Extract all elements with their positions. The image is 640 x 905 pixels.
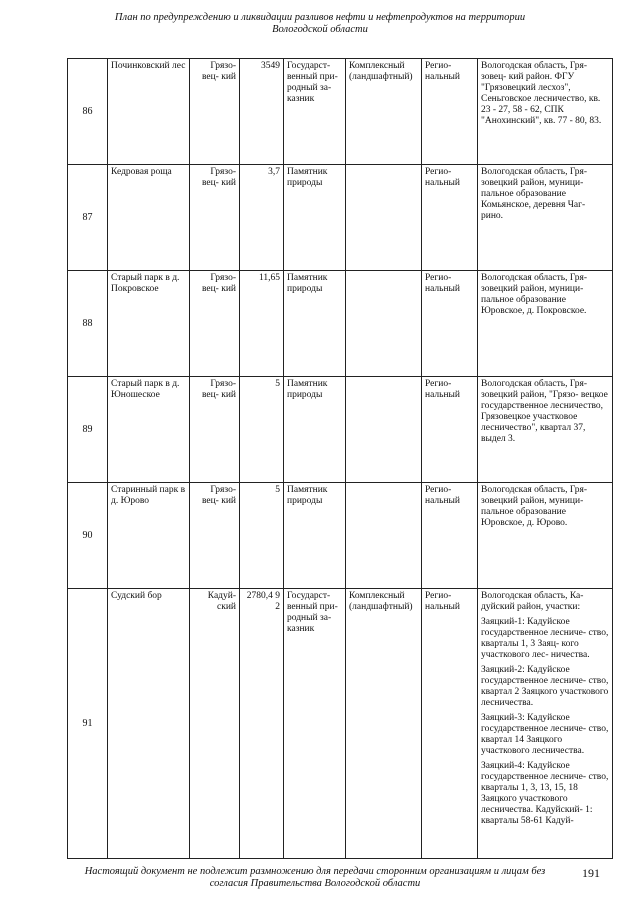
page-number: 191 bbox=[582, 866, 600, 880]
object-name: Старый парк в д. Юношеское bbox=[108, 377, 190, 483]
row-number: 91 bbox=[68, 589, 108, 859]
location-paragraph: Вологодская область, Гря- зовецкий район, муници- пальное образование Юровское, д. Юрово. bbox=[481, 485, 588, 528]
area-value: 5 bbox=[240, 377, 284, 483]
object-name: Старый парк в д. Покровское bbox=[108, 271, 190, 377]
object-name: Судский бор bbox=[108, 589, 190, 859]
table-row bbox=[68, 483, 613, 589]
location bbox=[478, 271, 613, 377]
significance: Регио- нальный bbox=[422, 271, 478, 377]
category: Памятник природы bbox=[284, 377, 346, 483]
area-value: 3,7 bbox=[240, 165, 284, 271]
location-paragraph: Вологодская область, Гря- зовецкий район, "Грязо- вецкое государственное лесничество, Грязовецкое участковое лесничество", квартал 37, выдел 3. bbox=[481, 379, 608, 444]
location bbox=[478, 165, 613, 271]
category: Памятник природы bbox=[284, 165, 346, 271]
location-paragraph: Вологодская область, Гря- зовецкий район, муници- пальное образование Комьянское, деревня Чаг- рино. bbox=[481, 167, 588, 221]
location bbox=[478, 59, 613, 165]
category: Государст- венный при- родный за- казник bbox=[284, 59, 346, 165]
header-line-1: План по предупреждению и ликвидации разливов нефти и нефтепродуктов на территории bbox=[114, 12, 526, 23]
location bbox=[478, 483, 613, 589]
object-name: Старинный парк в д. Юрово bbox=[108, 483, 190, 589]
row-number: 90 bbox=[68, 483, 108, 589]
location-paragraph: Заяцкий-3: Кадуйское государственное лесниче- ство, квартал 14 Заяцкого участкового лесничества. bbox=[481, 713, 609, 756]
district-name: Грязо- вец- кий bbox=[190, 483, 240, 589]
location-paragraph: Вологодская область, Гря- зовецкий район, муници- пальное образование Юровское, д. Покровское. bbox=[481, 273, 588, 316]
profile bbox=[346, 483, 422, 589]
location-paragraph: Заяцкий-2: Кадуйское государственное лесниче- ство, квартал 2 Заяцкого участкового лесничества. bbox=[481, 665, 609, 708]
location-paragraph: Заяцкий-4: Кадуйское государственное лесниче- ство, кварталы 1, 3, 13, 15, 18 Заяцкого участкового лесничества. Кадуйский- 1: кварталы 58-61 Кадуй- bbox=[481, 761, 609, 826]
district-name: Грязо- вец- кий bbox=[190, 377, 240, 483]
row-number: 87 bbox=[68, 165, 108, 271]
category: Государст- венный при- родный за- казник bbox=[284, 589, 346, 859]
area-value: 3549 bbox=[240, 59, 284, 165]
location bbox=[478, 589, 613, 859]
table-row bbox=[68, 589, 613, 859]
category: Памятник природы bbox=[284, 271, 346, 377]
page-footer bbox=[80, 866, 550, 890]
significance: Регио- нальный bbox=[422, 59, 478, 165]
significance: Регио- нальный bbox=[422, 377, 478, 483]
district-name: Грязо- вец- кий bbox=[190, 165, 240, 271]
header-line-2: Вологодской области bbox=[272, 24, 368, 35]
profile bbox=[346, 271, 422, 377]
area-value: 11,65 bbox=[240, 271, 284, 377]
table-row bbox=[68, 59, 613, 165]
location-paragraph: Вологодская область, Ка- дуйский район, участки: bbox=[481, 591, 584, 612]
row-number: 89 bbox=[68, 377, 108, 483]
location-paragraph: Заяцкий-1: Кадуйское государственное лесниче- ство, кварталы 1, 3 Заяц- кого участкового лес- ничества. bbox=[481, 617, 609, 660]
object-name: Починковский лес bbox=[108, 59, 190, 165]
protected-areas-table bbox=[67, 58, 613, 859]
district-name: Грязо- вец- кий bbox=[190, 59, 240, 165]
area-value: 2780,4 9 2 bbox=[240, 589, 284, 859]
table-row bbox=[68, 271, 613, 377]
significance: Регио- нальный bbox=[422, 165, 478, 271]
profile bbox=[346, 377, 422, 483]
footer-line-2: согласия Правительства Вологодской области bbox=[209, 878, 421, 889]
object-name: Кедровая роща bbox=[108, 165, 190, 271]
location-paragraph: Вологодская область, Гря- зовец- кий район. ФГУ "Грязовецкий лесхоз", Сеньговское лесничество, кв. 23 - 27, 58 - 62, СПК "Анохинский", кв. 77 - 80, 83. bbox=[481, 61, 602, 126]
profile bbox=[346, 165, 422, 271]
significance: Регио- нальный bbox=[422, 589, 478, 859]
profile: Комплексный (ландшафтный) bbox=[346, 59, 422, 165]
row-number: 86 bbox=[68, 59, 108, 165]
table-row bbox=[68, 377, 613, 483]
footer-line-1: Настоящий документ не подлежит размножению для передачи сторонним организациям и лицам без bbox=[84, 866, 546, 877]
district-name: Кадуй- ский bbox=[190, 589, 240, 859]
location bbox=[478, 377, 613, 483]
profile: Комплексный (ландшафтный) bbox=[346, 589, 422, 859]
table-row bbox=[68, 165, 613, 271]
category: Памятник природы bbox=[284, 483, 346, 589]
row-number: 88 bbox=[68, 271, 108, 377]
area-value: 5 bbox=[240, 483, 284, 589]
district-name: Грязо- вец- кий bbox=[190, 271, 240, 377]
page-header bbox=[90, 12, 550, 36]
significance: Регио- нальный bbox=[422, 483, 478, 589]
